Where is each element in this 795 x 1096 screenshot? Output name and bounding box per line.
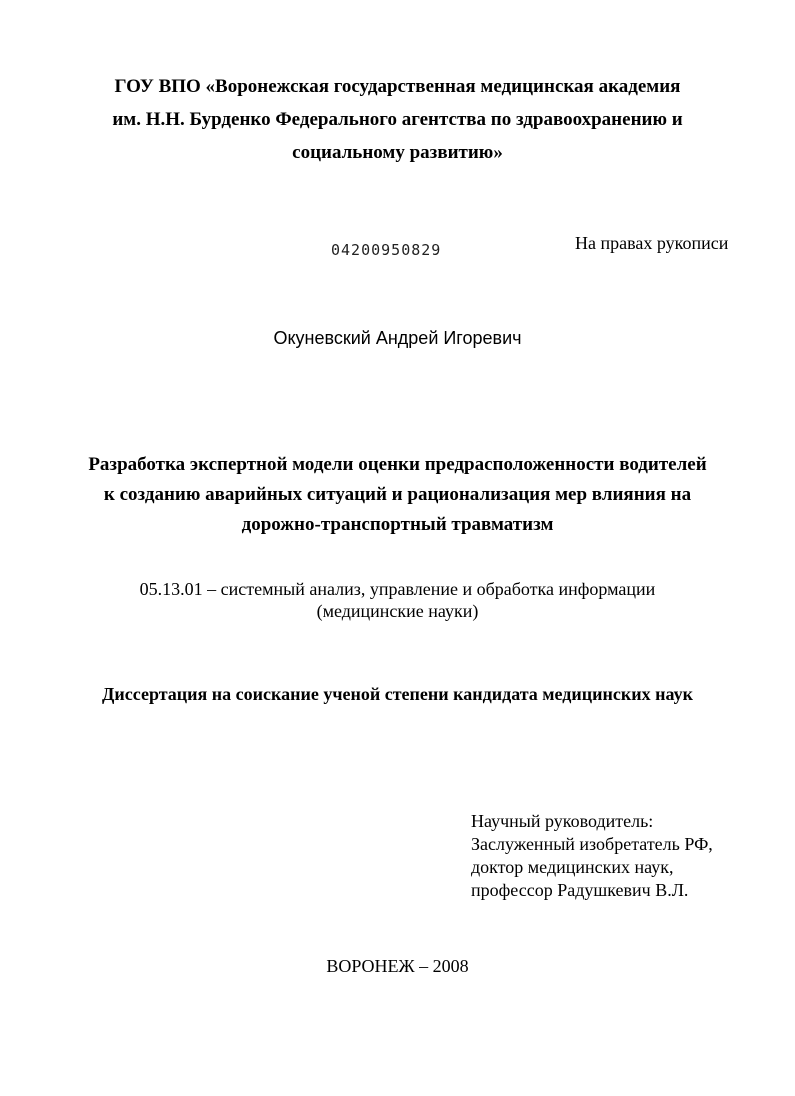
supervisor-line-4: профессор Радушкевич В.Л. bbox=[471, 880, 689, 900]
specialty-line-2: (медицинские науки) bbox=[316, 601, 479, 621]
dissertation-title bbox=[0, 450, 795, 540]
supervisor-line-3: доктор медицинских наук, bbox=[471, 857, 674, 877]
supervisor-line-2: Заслуженный изобретатель РФ, bbox=[471, 834, 713, 854]
title-line-3: дорожно-транспортный травматизм bbox=[241, 514, 554, 535]
degree-statement: Диссертация на соискание ученой степени кандидата медицинских наук bbox=[102, 684, 693, 704]
author-name: Окуневский Андрей Игоревич bbox=[273, 328, 522, 348]
specialty-line-1: 05.13.01 – системный анализ, управление и обработка информации bbox=[139, 579, 656, 599]
title-line-1: Разработка экспертной модели оценки предрасположенности водителей bbox=[88, 454, 707, 475]
city-year: ВОРОНЕЖ – 2008 bbox=[326, 956, 469, 976]
institution-header bbox=[0, 70, 795, 169]
specialty-block bbox=[0, 578, 795, 622]
barcode-number: 04200950829 bbox=[331, 241, 442, 259]
manuscript-rights-label: На правах рукописи bbox=[575, 233, 729, 253]
institution-line-3: социальному развитию» bbox=[292, 142, 503, 163]
title-line-2: к созданию аварийных ситуаций и рационализация мер влияния на bbox=[103, 484, 692, 505]
supervisor-block bbox=[471, 810, 713, 902]
institution-line-1: ГОУ ВПО «Воронежская государственная медицинская академия bbox=[114, 76, 681, 97]
institution-line-2: им. Н.Н. Бурденко Федерального агентства по здравоохранению и bbox=[112, 109, 683, 130]
supervisor-line-1: Научный руководитель: bbox=[471, 811, 654, 831]
